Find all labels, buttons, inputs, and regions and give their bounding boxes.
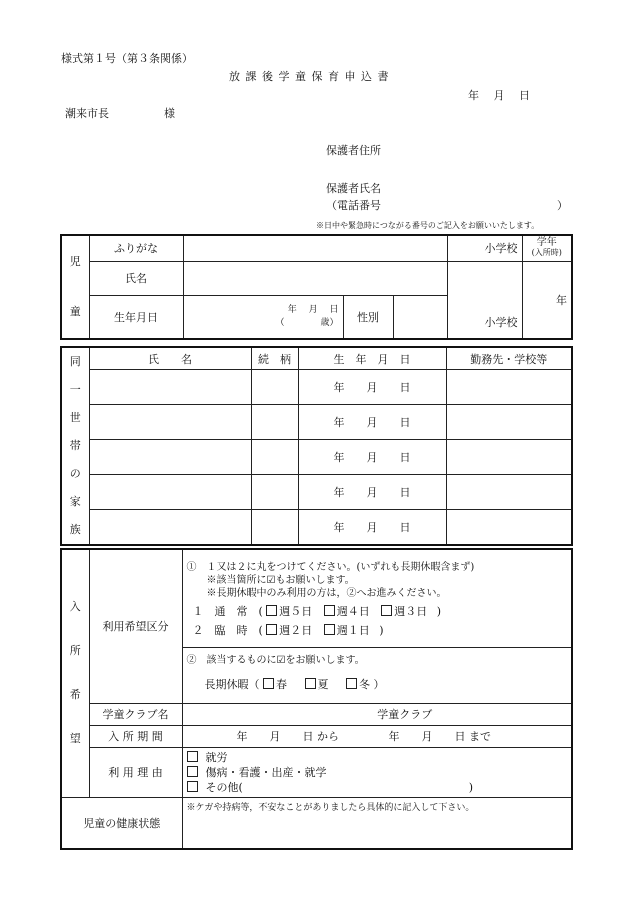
name-input[interactable] (183, 261, 447, 295)
page-title: 放 課 後 学 童 保 育 申 込 書 (229, 70, 390, 83)
q1-text: ① １又は２に丸をつけてください。(いずれも長期休暇含まず) (186, 562, 475, 574)
grade-unit: 年 (556, 293, 567, 307)
health-input[interactable] (182, 797, 572, 849)
school-label-bottom: 小学校 (484, 316, 518, 329)
usage-label: 利用希望区分 (89, 549, 182, 703)
family-birth-input[interactable]: 年 月 日 (298, 510, 446, 545)
furigana-label: ふりがな (89, 235, 183, 261)
family-name-input[interactable] (89, 510, 251, 545)
family-name-input[interactable] (89, 475, 251, 510)
table-row (61, 370, 572, 405)
table-row (61, 475, 572, 510)
family-birth-input[interactable]: 年 月 日 (298, 405, 446, 440)
reason-other[interactable]: その他( ) (187, 780, 568, 795)
name-label: 氏名 (89, 261, 183, 295)
furigana-input[interactable] (183, 235, 447, 261)
grade-input[interactable] (522, 261, 572, 339)
family-relation-input[interactable] (251, 510, 298, 545)
checkbox[interactable] (346, 678, 357, 689)
temporary-option[interactable]: ２ 臨 時 ( 週２日 週１日 ) (192, 624, 384, 638)
family-work-input[interactable] (446, 370, 572, 405)
usage-q2 (182, 647, 572, 703)
guardian-name-label: 保護者氏名 (326, 182, 381, 195)
checkbox[interactable] (324, 624, 335, 635)
phone-label: （電話番号 (326, 199, 381, 212)
date-field[interactable]: 年 月 日 (468, 89, 530, 102)
enroll-section (60, 548, 573, 850)
reason-label: 利 用 理 由 (89, 747, 182, 797)
family-relation-input[interactable] (251, 405, 298, 440)
checkbox[interactable] (263, 678, 274, 689)
table-row (61, 405, 572, 440)
phone-close: ） (557, 199, 568, 212)
checkbox[interactable] (266, 624, 277, 635)
family-birth-input[interactable]: 年 月 日 (298, 370, 446, 405)
family-section-label: 同 一 世 帯 の 家 族 (61, 347, 89, 545)
family-birth-input[interactable]: 年 月 日 (298, 475, 446, 510)
age-field: （ 歳） (275, 317, 339, 328)
form-number: 様式第１号（第３条関係） (61, 52, 193, 65)
child-section-label: 児 童 (61, 235, 89, 339)
family-relation-input[interactable] (251, 370, 298, 405)
school-input[interactable] (447, 261, 522, 339)
family-name-input[interactable] (89, 370, 251, 405)
family-work-input[interactable] (446, 510, 572, 545)
enroll-section-label: 入 所 希 望 (61, 549, 89, 797)
checkbox[interactable] (187, 781, 198, 792)
reason-illness[interactable]: 傷病・看護・出産・就学 (187, 765, 568, 780)
club-label: 学童クラブ名 (89, 703, 182, 725)
regular-option[interactable]: １ 通 常 ( 週５日 週４日 週３日 ) (192, 605, 442, 619)
family-col-name: 氏 名 (89, 347, 251, 370)
health-label: 児童の健康状態 (61, 797, 182, 849)
school-label-top: 小学校 (447, 235, 522, 261)
family-section (60, 346, 573, 546)
checkbox[interactable] (381, 605, 392, 616)
club-input[interactable]: 学童クラブ (182, 703, 572, 725)
long-break-option[interactable]: 長期休暇（ 春 夏 冬 ） (204, 677, 385, 691)
checkbox[interactable] (324, 605, 335, 616)
guardian-address-label: 保護者住所 (326, 144, 381, 157)
family-relation-input[interactable] (251, 440, 298, 475)
table-row (61, 440, 572, 475)
birthdate-label: 生年月日 (89, 295, 183, 339)
birthdate-input[interactable] (183, 295, 343, 339)
family-col-relation: 続 柄 (251, 347, 298, 370)
family-name-input[interactable] (89, 440, 251, 475)
checkbox[interactable] (187, 766, 198, 777)
child-section (60, 234, 573, 340)
family-work-input[interactable] (446, 405, 572, 440)
phone-note: ※日中や緊急時につながる番号のご記入をお願いいたします。 (316, 221, 540, 230)
grade-label: 学年 (入所時) (522, 235, 572, 261)
checkbox[interactable] (305, 678, 316, 689)
health-note: ※ケガや持病等，不安なことがありましたら具体的に記入して下さい。 (186, 802, 475, 813)
application-form (60, 234, 571, 850)
family-relation-input[interactable] (251, 475, 298, 510)
table-row (61, 510, 572, 545)
period-to: 年 月 日 まで (388, 730, 491, 743)
family-work-input[interactable] (446, 440, 572, 475)
family-col-work: 勤務先・学校等 (446, 347, 572, 370)
checkbox[interactable] (187, 751, 198, 762)
usage-q1 (182, 549, 572, 647)
gender-input[interactable] (393, 295, 447, 339)
family-name-input[interactable] (89, 405, 251, 440)
family-col-birth: 生 年 月 日 (298, 347, 446, 370)
q1-note2: ※長期休暇中のみ利用の方は，②へお進みください。 (206, 588, 447, 600)
reason-options (182, 747, 572, 797)
birth-ymd: 年 月 日 (287, 304, 339, 315)
checkbox[interactable] (266, 605, 277, 616)
q2-text: ② 該当するものに☑をお願いします。 (186, 654, 365, 666)
addressee: 潮来市長 様 (65, 107, 175, 120)
period-from: 年 月 日 から (236, 730, 339, 743)
family-birth-input[interactable]: 年 月 日 (298, 440, 446, 475)
family-work-input[interactable] (446, 475, 572, 510)
gender-label: 性別 (343, 295, 393, 339)
reason-work[interactable]: 就労 (187, 750, 568, 765)
period-input[interactable] (182, 725, 572, 747)
period-label: 入 所 期 間 (89, 725, 182, 747)
q1-note1: ※該当箇所に☑もお願いします。 (206, 575, 355, 587)
